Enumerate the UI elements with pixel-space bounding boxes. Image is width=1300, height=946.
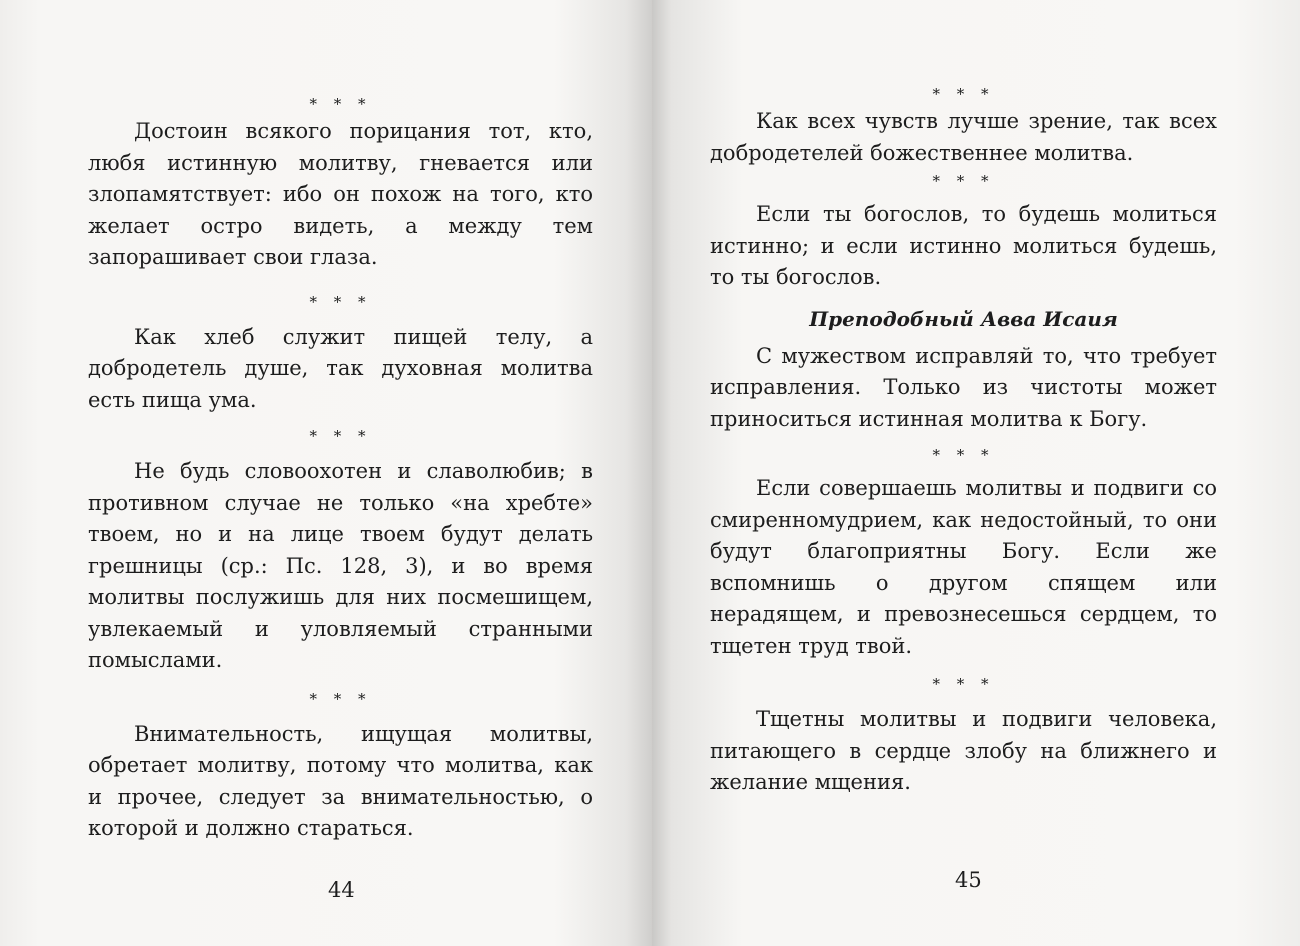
section-divider: * * * <box>932 85 995 103</box>
paragraph: Как хлеб служит пищей телу, а добродетель душе, так духовная молитва есть пища ума. <box>88 324 593 412</box>
right-page <box>652 0 1300 946</box>
page-number: 45 <box>955 868 982 892</box>
section-divider: * * * <box>309 292 372 311</box>
left-page-text <box>88 92 593 845</box>
paragraph: Как всех чувств лучше зрение, так всех добродетелей божественнее молитва. <box>710 109 1217 165</box>
paragraph: Не будь словоохотен и славолюбив; в противном случае не только «на хребте» твоем, но и на лице твоем будут делать грешницы (ср.: Пс. 128, 3), и во время молитвы послужишь для них посмешищем, увлекаемый и уловляемый странными помыслами. <box>88 459 593 672</box>
section-divider: * * * <box>309 427 372 445</box>
paragraph: Достоин всякого порицания тот, кто, любя истинную молитву, гневается или злопамятствует: ибо он похож на того, кто желает остро видеть, а между тем запорашивает свои глаза. <box>88 119 593 269</box>
section-divider: * * * <box>309 95 372 113</box>
paragraph: Тщетны молитвы и подвиги человека, питающего в сердце злобу на ближнего и желание мщения. <box>710 707 1217 794</box>
paragraph: С мужеством исправляй то, что требует исправления. Только из чистоты может приноситься истинная молитва к Богу. <box>710 343 1217 431</box>
paragraph: Если ты богослов, то будешь молиться истинно; и если истинно молиться будешь, то ты богослов. <box>710 202 1217 289</box>
section-heading: Преподобный Авва Исаия <box>809 306 1118 331</box>
page-number: 44 <box>328 878 355 902</box>
right-page-text <box>710 82 1217 799</box>
paragraph: Если совершаешь молитвы и подвиги со смиренномудрием, как недостойный, то они будут благоприятны Богу. Если же вспомнишь о другом спящем или нерадящем, и превознесешься сердцем, то тщетен труд твой. <box>710 476 1217 658</box>
paragraph: Внимательность, ищущая молитвы, обретает молитву, потому что молитва, как и прочее, следует за внимательностью, о которой и должно стараться. <box>88 721 593 840</box>
section-divider: * * * <box>932 675 995 693</box>
section-divider: * * * <box>932 446 995 464</box>
section-divider: * * * <box>309 689 372 708</box>
section-divider: * * * <box>932 172 995 190</box>
